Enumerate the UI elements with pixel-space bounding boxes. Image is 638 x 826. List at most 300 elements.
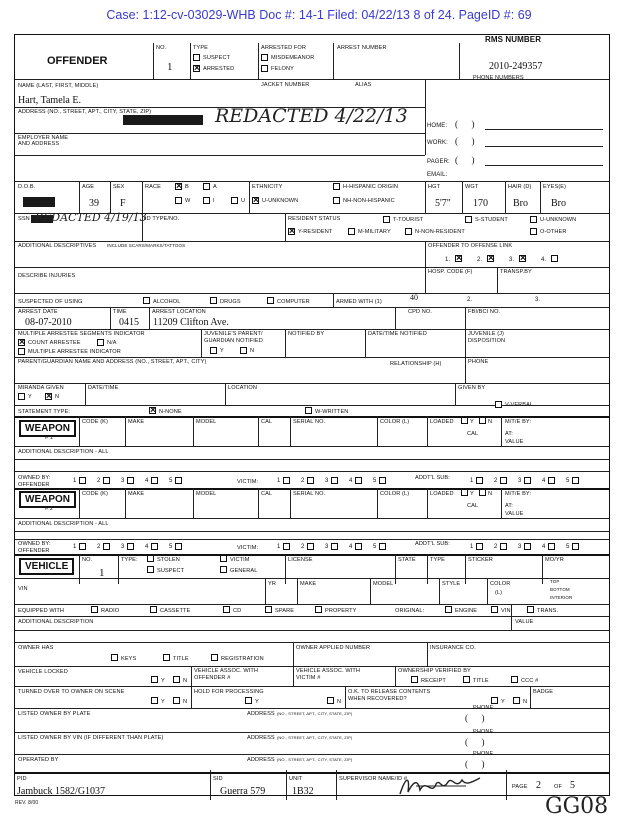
address-redacted-note: REDACTED 4/22/13 — [215, 105, 408, 127]
miranda-y-checkbox[interactable] — [18, 393, 25, 400]
m-military-checkbox[interactable] — [348, 228, 355, 235]
vehicle-locked-label: VEHICLE LOCKED — [18, 669, 68, 675]
hispanic-checkbox[interactable] — [333, 183, 340, 190]
alcohol-label: ALCOHOL — [153, 299, 181, 305]
owner-checkbox[interactable] — [331, 477, 338, 484]
spare-label: SPARE — [275, 608, 295, 614]
owner-number: 5 — [566, 544, 570, 550]
rev-label: REV. 8/00 — [15, 800, 39, 806]
weapon2-loaded-y[interactable] — [461, 489, 468, 496]
juvenile-parent-label: JUVENILE'S PARENT/ — [204, 331, 263, 337]
miranda-datetime-label: DATE/TIME — [88, 385, 119, 391]
home-phone-field[interactable]: ( ) — [455, 119, 475, 129]
weapon1-loaded-y[interactable] — [461, 417, 468, 424]
statement-none-checkbox[interactable] — [149, 407, 156, 414]
locked-n-label: N — [183, 678, 188, 684]
disposition-label: DISPOSITION — [468, 338, 506, 344]
arrested-label: ARRESTED — [203, 66, 235, 72]
turned-n-checkbox[interactable] — [173, 697, 180, 704]
non-hispanic-checkbox[interactable] — [333, 197, 340, 204]
vehicle-stolen-checkbox[interactable] — [147, 555, 154, 562]
unit-value: 1B32 — [292, 786, 314, 797]
ccc-label: CCC # — [521, 678, 539, 684]
vehicle-suspect-label: SUSPECT — [157, 568, 185, 574]
owner-number: 5 — [169, 478, 173, 484]
race-u-checkbox[interactable] — [231, 197, 238, 204]
address-label: ADDRESS (NO., STREET, APT., CITY, STATE, ZIP) — [18, 109, 152, 115]
weapon1-cal-label: CAL — [261, 419, 273, 425]
link-2: 2. — [477, 257, 483, 263]
keys-checkbox[interactable] — [111, 654, 118, 661]
link-1-checkbox[interactable] — [455, 255, 462, 262]
release-n-label: N — [523, 699, 528, 705]
page-label: PAGE — [512, 784, 528, 790]
vehicle-type-label: TYPE: — [121, 557, 138, 563]
operated-by-label: OPERATED BY — [18, 757, 59, 763]
hold-y-label: Y — [255, 699, 259, 705]
vehicle-state-label: STATE — [398, 557, 416, 563]
o-other-label: O-OTHER — [540, 229, 567, 235]
ok-release-label: O.K. TO RELEASE CONTENTS — [348, 689, 431, 695]
link-4: 4. — [541, 257, 547, 263]
misdemeanor-label: MISDEMEANOR — [271, 55, 315, 61]
owner-checkbox[interactable] — [524, 543, 531, 550]
vehicle-general-checkbox[interactable] — [220, 566, 227, 573]
cassette-checkbox[interactable] — [150, 606, 157, 613]
owner-number: 3 — [121, 544, 125, 550]
owner-checkbox[interactable] — [151, 477, 158, 484]
owner-number: 3 — [518, 478, 522, 484]
ssn-label: SSN — [18, 216, 30, 222]
race-a-checkbox[interactable] — [203, 183, 210, 190]
dob-redaction — [23, 197, 55, 207]
owner-number: 5 — [169, 544, 173, 550]
miranda-y-label: Y — [28, 394, 32, 400]
receipt-label: RECEIPT — [421, 678, 446, 684]
radio-label: RADIO — [101, 608, 120, 614]
owner-checkbox[interactable] — [572, 477, 579, 484]
offender-link-label: OFFENDER TO OFFENSE LINK — [428, 243, 513, 249]
armed-2: 2. — [467, 297, 473, 303]
transp-by-label: TRANSP.BY — [500, 269, 532, 275]
vehicle-victim-checkbox[interactable] — [220, 555, 227, 562]
wgt-label: WGT — [465, 184, 479, 190]
time-value: 0415 — [119, 317, 139, 328]
vehicle-sticker-label: STICKER — [468, 557, 493, 563]
cassette-label: CASSETTE — [160, 608, 191, 614]
multiple-indicator-label: MULTIPLE ARRESTEE INDICATOR — [28, 349, 121, 355]
page-total: 5 — [570, 780, 575, 791]
arrest-location-value: 11209 Clifton Ave. — [153, 317, 229, 328]
injuries-label: DESCRIBE INJURIES — [18, 273, 76, 279]
armed-3: 3. — [535, 297, 541, 303]
hosp-code-label: HOSP. CODE (F) — [428, 269, 473, 275]
race-label: RACE — [145, 184, 161, 190]
pager-label: PAGER: — [427, 159, 450, 165]
weapon2-serial-label: SERIAL NO. — [293, 491, 326, 497]
weapon2-model-label: MODEL — [196, 491, 217, 497]
when-recovered-label: WHEN RECOVERED? — [348, 696, 407, 702]
owner-number: 3 — [121, 478, 125, 484]
owner-number: 4 — [145, 544, 149, 550]
weapon1-owned-by-label: OWNED BY: — [18, 475, 51, 481]
weapon2-mt-by-label: M/T/E BY: — [505, 491, 532, 497]
weapon2-num: # 2 — [45, 506, 54, 512]
owner-checkbox[interactable] — [476, 477, 483, 484]
owner-number: 4 — [145, 478, 149, 484]
owner-number: 3 — [325, 478, 329, 484]
offender-form — [14, 34, 610, 796]
weapon1-mt-by-label: M/T/E BY: — [505, 419, 532, 425]
owner-checkbox[interactable] — [379, 543, 386, 550]
vehicle-suspect-checkbox[interactable] — [147, 566, 154, 573]
vehicle-title: VEHICLE — [19, 558, 74, 575]
plate-phone-field[interactable]: ( ) — [465, 713, 485, 723]
name-value: Hart, Tamela E. — [18, 95, 81, 106]
weapon1-victim-label: VICTIM: — [237, 479, 259, 485]
supervisor-label: SUPERVISOR NAME/ID # — [339, 776, 408, 782]
owner-has-label: OWNER HAS — [18, 645, 54, 651]
keys-label: KEYS — [121, 656, 137, 662]
spare-checkbox[interactable] — [265, 606, 272, 613]
vehicle-interior-label: INTERIOR — [550, 595, 573, 600]
weapon1-at-label: AT: — [505, 431, 513, 437]
weapon2-victim-label: VICTIM: — [237, 545, 259, 551]
owner-checkbox[interactable] — [79, 543, 86, 550]
arrest-location-label: ARREST LOCATION — [152, 309, 206, 315]
locked-n-checkbox[interactable] — [173, 676, 180, 683]
registration-label: REGISTRATION — [221, 656, 264, 662]
owner-checkbox[interactable] — [175, 543, 182, 550]
owner-checkbox[interactable] — [548, 543, 555, 550]
cd-label: CD — [233, 608, 242, 614]
vehicle-no-value: 1 — [99, 567, 105, 579]
guardian-n-label: N — [250, 348, 255, 354]
weapon1-loaded-n[interactable] — [479, 417, 486, 424]
engine-checkbox[interactable] — [445, 606, 452, 613]
vehicle-yr-label: YR — [268, 581, 276, 587]
multiple-label: MULTIPLE ARRESTEE SEGMENTS INDICATOR — [18, 331, 145, 337]
race-b-label: B — [185, 184, 189, 190]
work-label: WORK: — [427, 140, 448, 146]
owner-checkbox[interactable] — [283, 543, 290, 550]
arrest-date-label: ARREST DATE — [18, 309, 58, 315]
juvenile-j-label: JUVENILE (J) — [468, 331, 505, 337]
owner-checkbox[interactable] — [127, 477, 134, 484]
hold-n-label: N — [337, 699, 342, 705]
owner-checkbox[interactable] — [524, 477, 531, 484]
weapon2-loaded-y-label: Y — [470, 491, 474, 497]
weapon2-loaded-n[interactable] — [479, 489, 486, 496]
t-tourist-label: T-TOURIST — [393, 217, 424, 223]
cd-checkbox[interactable] — [223, 606, 230, 613]
n-nonresident-checkbox[interactable] — [405, 228, 412, 235]
weapon2-title: WEAPON — [19, 491, 76, 508]
drugs-checkbox[interactable] — [210, 297, 217, 304]
statement-verbal-checkbox[interactable] — [495, 401, 502, 408]
weapon1-addtl-sub-label: ADDT'L SUB: — [415, 475, 450, 481]
owner-checkbox[interactable] — [79, 477, 86, 484]
owner-checkbox[interactable] — [379, 477, 386, 484]
owner-number: 2 — [301, 544, 305, 550]
weapon1-color-label: COLOR (L) — [380, 419, 410, 425]
owner-checkbox[interactable] — [548, 477, 555, 484]
weapon1-num: # 1 — [45, 435, 54, 441]
type-label: TYPE — [193, 45, 209, 51]
owner-checkbox[interactable] — [331, 543, 338, 550]
home-label: HOME: — [427, 123, 448, 129]
link-4-checkbox[interactable] — [551, 255, 558, 262]
owner-checkbox[interactable] — [476, 543, 483, 550]
sex-label: SEX — [113, 184, 125, 190]
miranda-n-checkbox[interactable] — [45, 393, 52, 400]
weapon1-loaded-n-label: N — [488, 419, 493, 425]
owner-checkbox[interactable] — [500, 477, 507, 484]
t-tourist-checkbox[interactable] — [383, 216, 390, 223]
assoc-victim-label: VEHICLE ASSOC. WITH — [296, 668, 361, 674]
ccc-checkbox[interactable] — [511, 676, 518, 683]
owner-number: 2 — [97, 544, 101, 550]
turned-y-label: Y — [161, 699, 165, 705]
owner-checkbox[interactable] — [175, 477, 182, 484]
race-i-checkbox[interactable] — [203, 197, 210, 204]
o-other-checkbox[interactable] — [530, 228, 537, 235]
count-arrestee-checkbox[interactable] — [18, 339, 25, 346]
plate-address-label: ADDRESS — [247, 711, 275, 717]
hispanic-label: H-HISPANIC ORIGIN — [343, 184, 399, 190]
release-y-label: Y — [501, 699, 505, 705]
owner-checkbox[interactable] — [103, 477, 110, 484]
guardian-n-checkbox[interactable] — [240, 347, 247, 354]
vin-address-sub: (NO., STREET, APT., CITY, STATE, ZIP) — [277, 735, 353, 740]
original-label: ORIGINAL: — [395, 608, 425, 614]
owner-number: 2 — [494, 544, 498, 550]
link-3-checkbox[interactable] — [519, 255, 526, 262]
owner-applied-label: OWNER APPLIED NUMBER — [296, 645, 371, 651]
property-label: PROPERTY — [325, 608, 357, 614]
notified-by-label: NOTIFIED BY — [288, 331, 325, 337]
computer-checkbox[interactable] — [267, 297, 274, 304]
vehicle-color-l: (L) — [495, 590, 503, 596]
turned-over-label: TURNED OVER TO OWNER ON SCENE — [18, 689, 125, 695]
hgt-label: HGT — [428, 184, 441, 190]
hair-value: Bro — [513, 198, 528, 209]
plate-address-sub: (NO., STREET, APT., CITY, STATE, ZIP) — [277, 711, 353, 716]
weapon2-cal2-label: CAL — [467, 503, 479, 509]
arrest-date-value: 08-07-2010 — [25, 317, 72, 328]
parent-label: PARENT/GUARDIAN NAME AND ADDRESS (NO., STREET, APT., CITY) — [18, 359, 207, 365]
op-phone-label: PHONE — [473, 751, 494, 757]
trans-label: TRANS. — [537, 608, 559, 614]
weapon1-code-label: CODE (K) — [82, 419, 108, 425]
address-redaction — [123, 115, 203, 125]
statement-verbal-label: V-VERBAL — [505, 402, 534, 408]
weapon2-cal-label: CAL — [261, 491, 273, 497]
owner-number: 4 — [349, 544, 353, 550]
owner-number: 1 — [470, 544, 474, 550]
link-2-checkbox[interactable] — [487, 255, 494, 262]
suspect-checkbox[interactable] — [193, 54, 200, 61]
gg-stamp: GG08 — [545, 794, 609, 819]
eth-unknown-checkbox[interactable] — [252, 197, 259, 204]
owner-number: 4 — [542, 478, 546, 484]
pager-field[interactable]: ( ) — [455, 155, 475, 165]
weapon2-value-label: VALUE — [505, 511, 524, 517]
m-military-label: M-MILITARY — [358, 229, 391, 235]
owner-checkbox[interactable] — [500, 543, 507, 550]
vehicle-make-label: MAKE — [300, 581, 317, 587]
eyes-value: Bro — [551, 198, 566, 209]
title2-label: TITLE — [473, 678, 489, 684]
owner-number: 5 — [566, 478, 570, 484]
weapon2-offender-label: OFFENDER — [18, 548, 50, 554]
suspect-label: SUSPECT — [203, 55, 231, 61]
pid-value: Jambuck 1582/G1037 — [17, 786, 106, 797]
multiple-indicator-checkbox[interactable] — [18, 348, 25, 355]
race-i-label: I — [213, 198, 215, 204]
datetime-notified-label: DATE/TIME NOTIFIED — [368, 331, 427, 337]
owner-number: 1 — [277, 478, 281, 484]
arrested-checkbox[interactable] — [193, 65, 200, 72]
y-resident-checkbox[interactable] — [288, 228, 295, 235]
release-n-checkbox[interactable] — [513, 697, 520, 704]
title-label: TITLE — [173, 656, 189, 662]
drugs-label: DRUGS — [220, 299, 241, 305]
weapon2-loaded-n-label: N — [488, 491, 493, 497]
misdemeanor-checkbox[interactable] — [261, 54, 268, 61]
owner-checkbox[interactable] — [572, 543, 579, 550]
descriptives-label: ADDITIONAL DESCRIPTIVES — [18, 243, 97, 249]
weapon1-serial-label: SERIAL NO. — [293, 419, 326, 425]
release-y-checkbox[interactable] — [491, 697, 498, 704]
listed-vin-label: LISTED OWNER BY VIN (IF DIFFERENT THAN PLATE) — [18, 735, 164, 741]
owner-number: 5 — [373, 478, 377, 484]
weapon2-owned-by-label: OWNED BY: — [18, 541, 51, 547]
weapon1-make-label: MAKE — [128, 419, 145, 425]
title-checkbox[interactable] — [163, 654, 170, 661]
hgt-value: 5'7" — [435, 198, 451, 209]
vin-original-label: VIN — [501, 608, 511, 614]
weapon2-make-label: MAKE — [128, 491, 145, 497]
link-3: 3. — [509, 257, 515, 263]
owner-number: 4 — [542, 544, 546, 550]
vehicle-license-label: LICENSE — [288, 557, 313, 563]
vehicle-value-label: VALUE — [515, 619, 534, 625]
hold-y-checkbox[interactable] — [245, 697, 252, 704]
case-header: Case: 1:12-cv-03029-WHB Doc #: 14-1 Filed: 04/22/13 8 of 24. PageID #: 69 — [106, 8, 532, 22]
n-nonresident-label: N-NON-RESIDENT — [415, 229, 465, 235]
owner-checkbox[interactable] — [355, 543, 362, 550]
non-hispanic-label: NH-NON-HISPANIC — [343, 198, 395, 204]
link-1: 1. — [445, 257, 451, 263]
s-student-checkbox[interactable] — [465, 216, 472, 223]
phone-numbers-label: PHONE NUMBERS — [473, 75, 524, 81]
no-label: NO. — [156, 45, 167, 51]
id-type-label: ID TYPE/NO. — [145, 216, 180, 222]
weapon2-code-label: CODE (K) — [82, 491, 108, 497]
armed-with-label: ARMED WITH (1) — [336, 299, 382, 305]
eth-unknown-label: U-UNKNOWN — [262, 198, 299, 204]
receipt-checkbox[interactable] — [411, 676, 418, 683]
owner-checkbox[interactable] — [151, 543, 158, 550]
owner-checkbox[interactable] — [307, 543, 314, 550]
felony-checkbox[interactable] — [261, 65, 268, 72]
owner-number: 4 — [349, 478, 353, 484]
title2-checkbox[interactable] — [463, 676, 470, 683]
vehicle-general-label: GENERAL — [230, 568, 258, 574]
property-checkbox[interactable] — [315, 606, 322, 613]
offender-no: 1 — [167, 61, 173, 73]
relationship-label: RELATIONSHIP (H) — [390, 361, 442, 367]
dob-label: D.O.B. — [18, 184, 36, 190]
trans-checkbox[interactable] — [527, 606, 534, 613]
work-phone-field[interactable]: ( ) — [455, 136, 475, 146]
owner-number: 2 — [97, 478, 101, 484]
radio-checkbox[interactable] — [91, 606, 98, 613]
op-address-sub: (NO., STREET, APT., CITY, STATE, ZIP) — [277, 757, 353, 762]
employer-label-2: AND ADDRESS — [18, 141, 60, 147]
alcohol-checkbox[interactable] — [143, 297, 150, 304]
weapon1-title: WEAPON — [19, 420, 76, 437]
u-unknown-label: U-UNKNOWN — [540, 217, 577, 223]
jacket-number-label: JACKET NUMBER — [261, 82, 310, 88]
owner-checkbox[interactable] — [283, 477, 290, 484]
registration-checkbox[interactable] — [211, 654, 218, 661]
vehicle-type2-label: TYPE — [430, 557, 446, 563]
na-checkbox[interactable] — [97, 339, 104, 346]
age-value: 39 — [89, 198, 99, 209]
weapon2-loaded-label: LOADED — [430, 491, 454, 497]
owner-number: 1 — [470, 478, 474, 484]
of-label: OF — [554, 784, 562, 790]
suspected-label: SUSPECTED OF USING — [18, 299, 83, 305]
ownership-verified-label: OWNERSHIP VERIFIED BY — [398, 668, 471, 674]
owner-checkbox[interactable] — [103, 543, 110, 550]
owner-checkbox[interactable] — [127, 543, 134, 550]
guardian-y-checkbox[interactable] — [210, 347, 217, 354]
hold-n-checkbox[interactable] — [327, 697, 334, 704]
race-b-checkbox[interactable] — [175, 183, 182, 190]
op-phone-field[interactable]: ( ) — [465, 759, 485, 769]
turned-y-checkbox[interactable] — [151, 697, 158, 704]
vehicle-style-label: STYLE — [442, 581, 461, 587]
u-unknown-checkbox[interactable] — [530, 216, 537, 223]
statement-written-checkbox[interactable] — [305, 407, 312, 414]
sex-value: F — [120, 198, 126, 209]
fbi-no-label: FBI/BCI NO. — [468, 309, 501, 315]
race-w-checkbox[interactable] — [175, 197, 182, 204]
statement-type-label: STATEMENT TYPE: — [18, 409, 71, 415]
felony-label: FELONY — [271, 66, 294, 72]
vehicle-vin-label: VIN — [18, 586, 28, 592]
vehicle-model-label: MODEL — [373, 581, 394, 587]
locked-y-checkbox[interactable] — [151, 676, 158, 683]
rms-number-label: RMS NUMBER — [485, 35, 542, 44]
vin-phone-label: PHONE — [473, 729, 494, 735]
vin-phone-field[interactable]: ( ) — [465, 737, 485, 747]
armed-with-value: 40 — [410, 293, 418, 302]
listed-plate-label: LISTED OWNER BY PLATE — [18, 711, 91, 717]
owner-checkbox[interactable] — [307, 477, 314, 484]
na-label: N/A — [107, 340, 117, 346]
vin-checkbox[interactable] — [491, 606, 498, 613]
weapon1-add-desc-label: ADDITIONAL DESCRIPTION - ALL — [18, 449, 109, 455]
owner-number: 1 — [73, 478, 77, 484]
owner-checkbox[interactable] — [355, 477, 362, 484]
cpd-no-label: CPD NO. — [408, 309, 433, 315]
email-label: EMAIL: — [427, 172, 448, 178]
locked-y-label: Y — [161, 678, 165, 684]
